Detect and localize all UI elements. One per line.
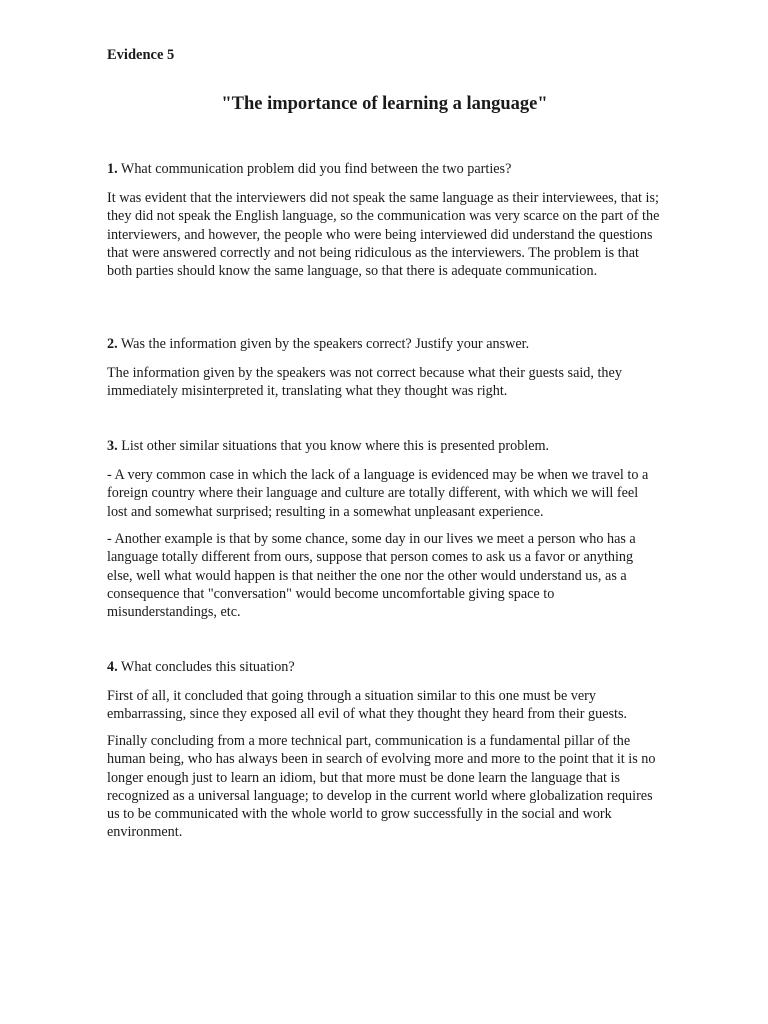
section-3-question-line <box>107 438 549 454</box>
section-4-question <box>107 658 662 676</box>
section-4-answer-paragraph-2: Finally concluding from a more technical part, communication is a fundamental pillar of the human being, who has always been in search of evolving more and more to the point that it is no longer enough just to learn an idiom, but that more must be done learn the language that is recognized as a universal language; to develop in the current world where globalization requires us to be communicated with the whole world to grow successfully in the social and work environment. <box>107 733 656 841</box>
section-3-question <box>107 437 662 455</box>
section-4-number: 4. <box>107 659 118 675</box>
section-3-answer-2 <box>107 530 662 621</box>
section-3-question-text: List other similar situations that you know where this is presented problem. <box>117 438 550 454</box>
document-title: "The importance of learning a language" <box>221 94 548 114</box>
evidence-label: Evidence 5 <box>107 47 175 63</box>
section-1-question-text: What communication problem did you find between the two parties? <box>117 161 512 177</box>
section-1-question <box>107 160 662 178</box>
section-2-answer-paragraph-1: The information given by the speakers was not correct because what their guests said, they immediately misinterpreted it, translating what they thought was right. <box>107 365 622 400</box>
section-4-question-text: What concludes this situation? <box>117 659 295 675</box>
section-3-answer-paragraph-2: - Another example is that by some chance, some day in our lives we meet a person who has a language totally different from ours, suppose that person comes to ask us a favor or anything else, well what would happen is that neither the one nor the other would understand us, as a consequence that "conversation" would become uncomfortable giving space to misunderstandings, etc. <box>107 531 636 621</box>
document-page <box>107 0 662 1024</box>
section-4-answer-1 <box>107 687 662 724</box>
section-3-answer-paragraph-1: - A very common case in which the lack of a language is evidenced may be when we travel to a foreign country where their language and culture are totally different, with which we will feel lost and somewhat surprised; resulting in a somewhat unpleasant experience. <box>107 467 649 520</box>
section-2-number: 2. <box>107 336 118 352</box>
section-4-answer-2 <box>107 732 662 842</box>
section-2-question-text: Was the information given by the speakers correct? Justify your answer. <box>117 336 530 352</box>
section-4-question-line <box>107 659 295 675</box>
section-1-answer-paragraph-1: It was evident that the interviewers did not speak the same language as their interviewees, that is; they did not speak the English language, so the communication was very scarce on the part of the interviewers, and however, the people who were being interviewed did understand the questions that were answered correctly and not being ridiculous as the interviewers. The problem is that both parties should know the same language, so that there is adequate communication. <box>107 190 660 280</box>
section-2-question-line <box>107 336 529 352</box>
section-3-number: 3. <box>107 438 118 454</box>
section-2-question <box>107 335 662 353</box>
section-1-number: 1. <box>107 161 118 177</box>
section-1-question-line <box>107 161 511 177</box>
section-4-answer-paragraph-1: First of all, it concluded that going through a situation similar to this one must be very embarrassing, since they exposed all evil of what they thought they heard from their guests. <box>107 688 628 723</box>
section-1-answer <box>107 189 662 280</box>
section-2-answer <box>107 364 662 401</box>
section-3-answer-1 <box>107 466 662 521</box>
